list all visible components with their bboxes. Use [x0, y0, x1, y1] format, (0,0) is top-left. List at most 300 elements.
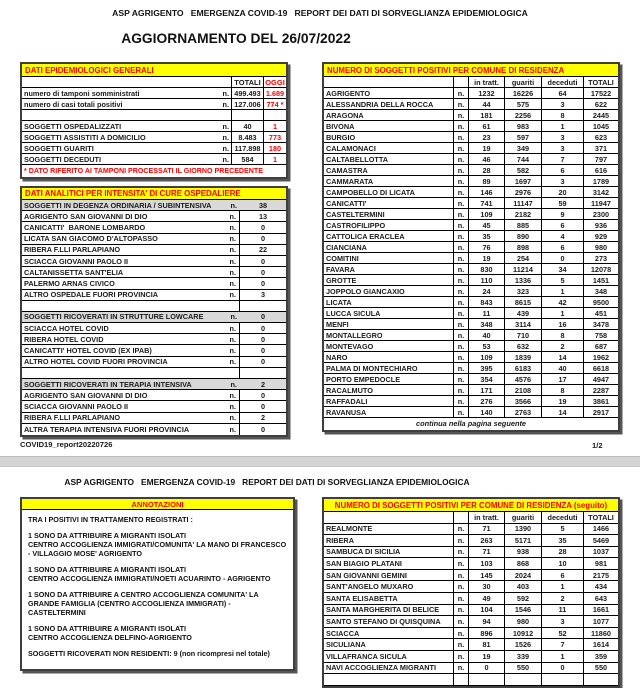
municipality-row [324, 407, 618, 418]
municipality-n: n. [454, 165, 469, 175]
epi-general-table [20, 62, 288, 179]
municipality-row [324, 88, 618, 99]
municipality-n: n. [454, 121, 469, 131]
municipality-in-treatment: 109 [469, 209, 505, 219]
care-row-n [220, 301, 240, 311]
care-row-label: ALTRO OSPEDALE FUORI PROVINCIA [24, 290, 159, 300]
care-row [22, 301, 286, 312]
municipality-deceased: 3 [542, 99, 584, 109]
care-row-value: 0 [260, 424, 266, 434]
epi-table-title: DATI EPIDEMIOLOGICI GENERALI [22, 64, 286, 77]
municipality-n: n. [454, 154, 469, 164]
care-row-n: n. [220, 222, 240, 232]
care-row-n: n. [220, 290, 240, 300]
municipality-total: 1962 [592, 352, 610, 362]
municipality-recovered: 2256 [505, 110, 542, 120]
municipality-name: MONTALLEGRO [324, 330, 454, 340]
municipality-row [324, 385, 618, 396]
care-row-label: RIBERA F.LLI PARLAPIANO [24, 413, 121, 423]
care-row-value: 0 [260, 357, 266, 367]
care-row [22, 345, 286, 356]
municipality-in-treatment: 0 [469, 663, 505, 674]
municipality-row [324, 220, 618, 231]
municipality-deceased: 6 [542, 165, 584, 175]
municipality-row [324, 319, 618, 330]
municipality-in-treatment: 348 [469, 319, 505, 329]
annotation-line [28, 524, 287, 531]
municipality-total: 6618 [592, 363, 610, 373]
municipality-deceased: 8 [542, 330, 584, 340]
care-row-value [240, 301, 286, 311]
municipality-row [324, 264, 618, 275]
municipality-n: n. [454, 547, 469, 558]
municipality-in-treatment: 89 [469, 176, 505, 186]
municipality-recovered: 323 [505, 286, 542, 296]
municipality-total [584, 674, 618, 685]
epi-row [22, 121, 286, 132]
municipality-recovered: 2182 [505, 209, 542, 219]
municipality-in-treatment: 395 [469, 363, 505, 373]
care-row [22, 401, 286, 412]
municipality-recovered: 597 [505, 132, 542, 142]
municipality-recovered: 1697 [505, 176, 542, 186]
municipality-n: n. [454, 253, 469, 263]
annotations-title: ANNOTAZIONI [22, 499, 293, 510]
municipality-total: 451 [594, 308, 608, 318]
epi-row-label: SOGGETTI ASSISTITI A DOMICILIO [24, 132, 146, 142]
annotations-box [20, 497, 295, 671]
municipality-deceased: 3 [542, 132, 584, 142]
municipality-in-treatment: 81 [469, 639, 505, 650]
municipality-recovered: 339 [505, 651, 542, 662]
municipality-in-treatment: 1232 [469, 88, 505, 98]
municipality-deceased: 2 [542, 593, 584, 604]
municipality-row [324, 330, 618, 341]
municipality-n: n. [454, 132, 469, 142]
col-deceduti: deceduti [542, 77, 584, 87]
municipality-recovered: 3114 [505, 319, 542, 329]
care-row-n [220, 368, 240, 378]
epi-col-totali: TOTALI [232, 77, 264, 87]
municipality-deceased: 5 [542, 524, 584, 535]
municipality-deceased: 6 [542, 220, 584, 230]
epi-row-total: 127.006 [232, 99, 264, 109]
care-row [22, 222, 286, 233]
care-row [22, 234, 286, 245]
care-row-value: 13 [258, 211, 268, 221]
care-row [22, 200, 286, 211]
municipality-n: n. [454, 275, 469, 285]
municipality-n: n. [454, 286, 469, 296]
municipality-row [324, 286, 618, 297]
municipality-deceased: 9 [542, 209, 584, 219]
municipality-deceased: 1 [542, 581, 584, 592]
municipality-name: SAN BIAGIO PLATANI [324, 558, 454, 569]
municipality-total: 434 [594, 582, 608, 592]
municipality-recovered: 11147 [505, 198, 542, 208]
continued-note: continua nella pagina seguente [415, 419, 527, 429]
municipality-name: MENFI [324, 319, 454, 329]
municipality-recovered: 4576 [505, 374, 542, 384]
municipality-total: 1614 [592, 640, 610, 650]
municipality-deceased: 3 [542, 143, 584, 153]
municipality-recovered: 2108 [505, 385, 542, 395]
municipality-total: 11947 [591, 198, 611, 208]
municipality-row [324, 253, 618, 264]
col-guariti-2: guariti [505, 512, 542, 523]
municipality-name: BURGIO [324, 132, 454, 142]
municipality-row [324, 132, 618, 143]
care-row-n: n. [220, 401, 240, 411]
municipality-name: JOPPOLO GIANCAXIO [324, 286, 454, 296]
municipality-total: 929 [594, 231, 608, 241]
care-row [22, 424, 286, 435]
municipality-recovered: 8615 [505, 297, 542, 307]
care-row-n: n. [220, 256, 240, 266]
care-row-label: ALTRA TERAPIA INTENSIVA FUORI PROVINCIA [24, 424, 190, 434]
municipality-row [324, 165, 618, 176]
municipality-total: 797 [594, 154, 608, 164]
municipality-n: n. [454, 209, 469, 219]
municipality-n: n. [454, 407, 469, 417]
municipality-n: n. [454, 639, 469, 650]
municipality-deceased: 8 [542, 385, 584, 395]
municipality-n: n. [454, 570, 469, 581]
municipality-name: PALMA DI MONTECHIARO [324, 363, 454, 373]
municipality-deceased: 40 [542, 363, 584, 373]
municipality-in-treatment: 19 [469, 143, 505, 153]
care-row [22, 290, 286, 301]
annotation-line: CENTRO ACCOGLIENZA DELFINO-AGRIGENTO [28, 633, 192, 642]
municipality-n: n. [454, 231, 469, 241]
municipality-name: CALAMONACI [324, 143, 454, 153]
epi-col-oggi: OGGI [265, 77, 285, 87]
epi-row-label [22, 110, 214, 120]
annotation-line [28, 583, 287, 590]
municipality-in-treatment: 44 [469, 99, 505, 109]
col-deceduti-2: deceduti [542, 512, 584, 523]
care-row-n: n. [220, 267, 240, 277]
municipality-recovered: 980 [505, 616, 542, 627]
epi-row [22, 154, 286, 165]
municipality-deceased: 6 [542, 242, 584, 252]
municipality-row [324, 535, 618, 547]
municipality-row [324, 558, 618, 570]
epi-row-label: SOGGETTI GUARITI [24, 143, 94, 153]
municipality-name: RAFFADALI [324, 396, 454, 406]
municipality-deceased: 4 [542, 231, 584, 241]
municipality-n: n. [454, 581, 469, 592]
annotation-line [28, 617, 287, 624]
care-row-value: 0 [260, 312, 266, 322]
care-row [22, 390, 286, 401]
municipality-deceased: 14 [542, 407, 584, 417]
municipality-deceased: 20 [542, 187, 584, 197]
municipality-total: 1037 [592, 547, 610, 557]
municipality-name: LUCCA SICULA [324, 308, 454, 318]
municipality-recovered: 575 [505, 99, 542, 109]
care-row [22, 413, 286, 424]
municipality-deceased: 52 [542, 628, 584, 639]
col-in-tratt-2: in tratt. [469, 512, 505, 523]
municipality-row [324, 99, 618, 110]
municipality-in-treatment: 23 [469, 132, 505, 142]
municipality-name: LICATA [324, 297, 454, 307]
municipality-total: 2445 [592, 110, 610, 120]
care-row [22, 211, 286, 222]
care-table-title: DATI ANALITICI PER INTENSITA' DI CURE OSPEDALIERE [22, 188, 286, 200]
municipality-row [324, 121, 618, 132]
municipality-deceased: 14 [542, 352, 584, 362]
municipality-name: SAMBUCA DI SICILIA [324, 547, 454, 558]
care-row [22, 334, 286, 345]
municipality-n: n. [454, 198, 469, 208]
epi-row-total [232, 110, 264, 120]
care-row-value: 2 [260, 413, 266, 423]
municipality-n: n. [454, 352, 469, 362]
municipality-in-treatment: 49 [469, 593, 505, 604]
municipality-recovered: 550 [505, 663, 542, 674]
municipality-row [324, 352, 618, 363]
municipality-in-treatment: 94 [469, 616, 505, 627]
municipality-n: n. [454, 264, 469, 274]
col-guariti: guariti [505, 77, 542, 87]
annotation-line: CENTRO ACCOGLIENZA IMMIGRATI/NOETI ACUARINTO - AGRIGENTO [28, 574, 271, 583]
municipality-recovered: 5171 [505, 535, 542, 546]
municipality-n: n. [454, 143, 469, 153]
municipality-name: RIBERA [324, 535, 454, 546]
epi-row-n [214, 110, 232, 120]
municipality-total: 1789 [592, 176, 610, 186]
municipality-row [324, 110, 618, 121]
municipality-row [324, 628, 618, 640]
municipality-deceased: 1 [542, 286, 584, 296]
municipality-deceased: 8 [542, 110, 584, 120]
municipality-in-treatment: 830 [469, 264, 505, 274]
municipality-row [324, 616, 618, 628]
care-row-value: 22 [258, 245, 268, 255]
care-row-label: ALTRO HOTEL COVID FUORI PROVINCIA [24, 357, 168, 367]
epi-row-total: 499.493 [232, 88, 264, 98]
care-row-label: CANICATTI' HOTEL COVID (EX IPAB) [24, 346, 152, 356]
municipality-name: PORTO EMPEDOCLE [324, 374, 454, 384]
municipality-row [324, 570, 618, 582]
municipality-in-treatment: 53 [469, 341, 505, 351]
municipality-in-treatment: 45 [469, 220, 505, 230]
municipality-name: RAVANUSA [324, 407, 454, 417]
municipality-name: SANTO STEFANO DI QUISQUINA [324, 616, 454, 627]
care-row-label: SCIACCA GIOVANNI PAOLO II [24, 256, 129, 266]
municipality-in-treatment: 40 [469, 330, 505, 340]
municipality-total: 2175 [592, 570, 610, 580]
municipality-n: n. [454, 535, 469, 546]
care-row-n: n. [230, 312, 237, 322]
annotation-line: 1 SONO DA ATTRIBUIRE A MIGRANTI ISOLATI [28, 624, 186, 633]
municipality-n: n. [454, 374, 469, 384]
municipality-deceased: 10 [542, 558, 584, 569]
municipality-total: 981 [594, 559, 608, 569]
epi-row-today: 773 [268, 132, 282, 142]
municipality-deceased: 28 [542, 547, 584, 558]
municipality-recovered: 890 [505, 231, 542, 241]
municipality-in-treatment: 24 [469, 286, 505, 296]
page-number: 1/2 [592, 441, 603, 450]
municipality-row [324, 143, 618, 154]
care-row [22, 323, 286, 334]
municipality-in-treatment: 28 [469, 165, 505, 175]
epi-row-today: 774 * [266, 99, 284, 109]
care-row-value: 3 [260, 290, 266, 300]
municipality-in-treatment: 843 [469, 297, 505, 307]
epi-row-n: n. [214, 154, 232, 164]
municipality-row [324, 341, 618, 352]
municipality-name: NARO [324, 352, 454, 362]
municipality-deceased: 5 [542, 275, 584, 285]
municipality-deceased: 35 [542, 535, 584, 546]
municipality-n: n. [454, 330, 469, 340]
municipality-in-treatment: 11 [469, 308, 505, 318]
municipality-n: n. [454, 628, 469, 639]
care-row-label: SOGGETTI RICOVERATI IN STRUTTURE LOWCARE [24, 312, 204, 322]
municipality-row [324, 242, 618, 253]
municipality-in-treatment: 110 [469, 275, 505, 285]
epi-row-total: 40 [232, 121, 264, 131]
epi-footnote: * DATO RIFERITO AI TAMPONI PROCESSATI IL GIORNO PRECEDENTE [24, 166, 263, 175]
municipality-total: 2917 [592, 407, 610, 417]
care-row-n: n. [220, 413, 240, 423]
municipality-recovered: 11214 [505, 264, 542, 274]
care-row [22, 368, 286, 379]
municipality-recovered: 898 [505, 242, 542, 252]
care-rows [22, 200, 286, 435]
municipality-in-treatment: 71 [469, 524, 505, 535]
municipality-in-treatment: 103 [469, 558, 505, 569]
report-filename: COVID19_report20220726 [20, 440, 113, 449]
municipality-row [324, 663, 618, 675]
municipality-table2-title: NUMERO DI SOGGETTI POSITIVI PER COMUNE DI RESIDENZA (seguito) [324, 499, 618, 512]
care-row-n: n. [220, 278, 240, 288]
municipality-row [324, 396, 618, 407]
municipality-in-treatment: 145 [469, 570, 505, 581]
epi-row [22, 88, 286, 99]
care-row-n: n. [220, 345, 240, 355]
municipality-name: ALESSANDRIA DELLA ROCCA [324, 99, 454, 109]
epi-row-total: 117.898 [232, 143, 264, 153]
municipality-deceased: 64 [542, 88, 584, 98]
care-row-value: 38 [258, 200, 268, 210]
municipality-name: CATTOLICA ERACLEA [324, 231, 454, 241]
municipality-n: n. [454, 319, 469, 329]
care-row-value: 0 [260, 346, 266, 356]
annotation-line: 1 SONO DA ATTRIBUIRE A CENTRO ACCOGLIENZA COMUNITA' LA GRANDE FAMIGLIA (CENTRO ACCOGLIENZA IMMIGRATI) - CASTELTERMINI [28, 590, 259, 617]
municipality-row [324, 651, 618, 663]
municipality-row [324, 231, 618, 242]
municipality-recovered: 16226 [505, 88, 542, 98]
municipality-deceased [542, 674, 584, 685]
municipality-row [324, 547, 618, 559]
municipality-total: 687 [594, 341, 608, 351]
municipality-n [454, 674, 469, 685]
municipality-deceased: 19 [542, 396, 584, 406]
care-row [22, 267, 286, 278]
municipality-total: 1451 [592, 275, 610, 285]
municipality-n: n. [454, 363, 469, 373]
municipality-in-treatment: 61 [469, 121, 505, 131]
municipality-total: 980 [594, 242, 608, 252]
municipality-n: n. [454, 605, 469, 616]
municipality-total: 4947 [592, 374, 610, 384]
municipality-n: n. [454, 396, 469, 406]
care-row-value: 0 [260, 222, 266, 232]
municipality-in-treatment [469, 674, 505, 685]
municipality-name: REALMONTE [324, 524, 454, 535]
municipality-total: 17522 [590, 88, 612, 98]
municipality-row [324, 176, 618, 187]
care-row-label [22, 368, 220, 378]
municipality-n: n. [454, 88, 469, 98]
care-row-label: CANICATTI' BARONE LOMBARDO [24, 222, 146, 232]
municipality-in-treatment: 181 [469, 110, 505, 120]
municipality-n: n. [454, 524, 469, 535]
municipality-n: n. [454, 187, 469, 197]
municipality-table1-header-row [324, 77, 618, 88]
municipality-row [324, 275, 618, 286]
municipality-name: CASTELTERMINI [324, 209, 454, 219]
municipality-name: SAN GIOVANNI GEMINI [324, 570, 454, 581]
municipality-total: 936 [594, 220, 608, 230]
municipality-total: 623 [594, 132, 608, 142]
care-row-label: AGRIGENTO SAN GIOVANNI DI DIO [24, 390, 148, 400]
municipality-in-treatment: 76 [469, 242, 505, 252]
epi-row-n: n. [214, 143, 232, 153]
municipality-n: n. [454, 242, 469, 252]
care-row-label: PALERMO ARNAS CIVICO [24, 278, 115, 288]
care-row-n: n. [220, 424, 240, 435]
care-row-n: n. [220, 390, 240, 400]
municipality-deceased: 1 [542, 308, 584, 318]
municipality-rows-page1 [324, 88, 618, 418]
epi-row [22, 99, 286, 110]
care-row-label: SOGGETTI RICOVERATI IN TERAPIA INTENSIVA [24, 379, 192, 389]
care-intensity-table [20, 186, 288, 437]
municipality-in-treatment: 19 [469, 253, 505, 263]
epi-row-total: 8.483 [232, 132, 264, 142]
annotation-line: 1 SONO DA ATTRIBUIRE A MIGRANTI ISOLATI [28, 565, 186, 574]
municipality-row [324, 198, 618, 209]
care-row-label: LICATA SAN GIACOMO D'ALTOPASSO [24, 234, 158, 244]
municipality-recovered: 1546 [505, 605, 542, 616]
municipality-recovered: 744 [505, 154, 542, 164]
care-row-label: RIBERA HOTEL COVID [24, 334, 104, 344]
municipality-total: 359 [594, 651, 608, 661]
municipality-n: n. [454, 308, 469, 318]
municipality-deceased: 42 [542, 297, 584, 307]
municipality-recovered: 2024 [505, 570, 542, 581]
care-row-value: 0 [260, 401, 266, 411]
epi-row [22, 132, 286, 143]
municipality-recovered: 254 [505, 253, 542, 263]
epi-row-today: 180 [268, 143, 282, 153]
municipality-total: 3142 [592, 187, 610, 197]
municipality-in-treatment: 104 [469, 605, 505, 616]
epi-row-today: 1 [272, 154, 278, 164]
epi-row-total: 584 [232, 154, 264, 164]
municipality-recovered: 592 [505, 593, 542, 604]
page2-report-header: ASP AGRIGENTO EMERGENZA COVID-19 REPORT DEI DATI DI SORVEGLIANZA EPIDEMIOLOGICA [64, 477, 470, 487]
municipality-recovered: 983 [505, 121, 542, 131]
municipality-row [324, 209, 618, 220]
municipality-row [324, 605, 618, 617]
